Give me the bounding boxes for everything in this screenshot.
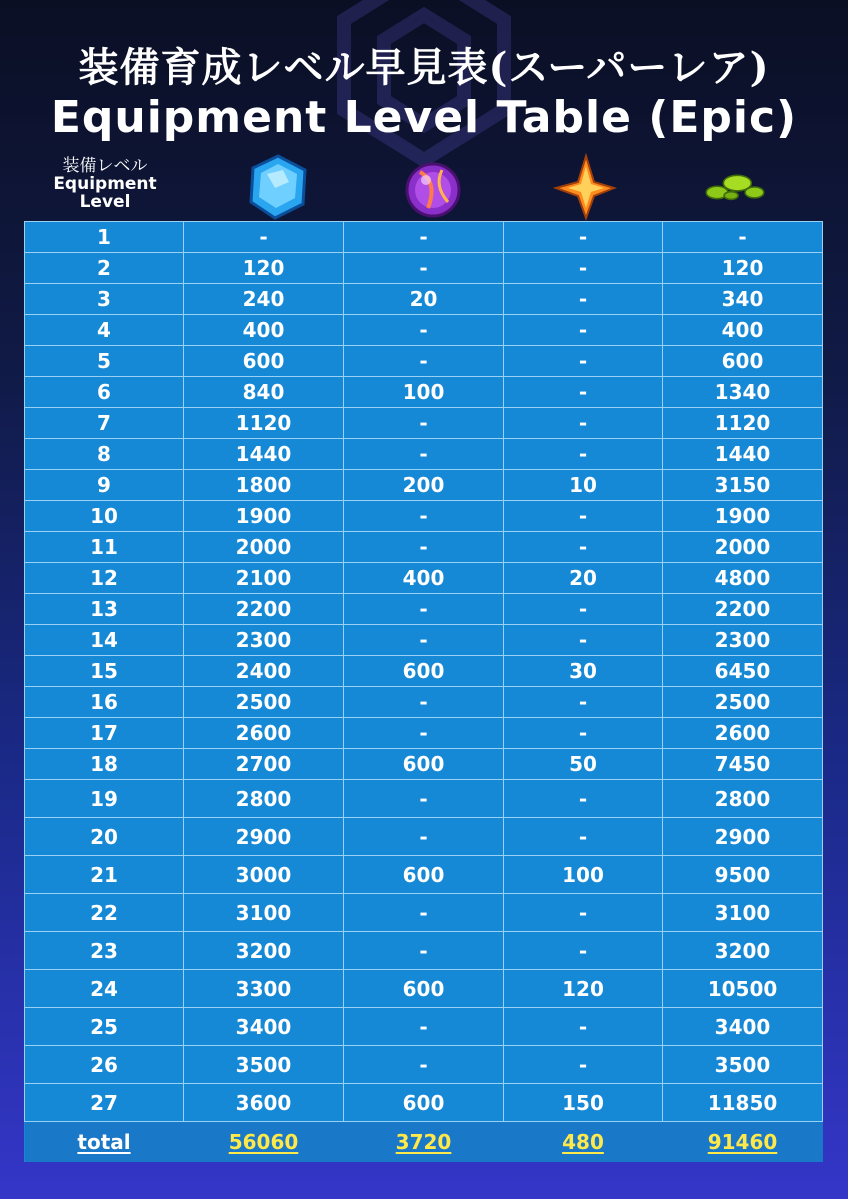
cell-level: 10: [25, 501, 184, 532]
table-row: [25, 625, 823, 656]
cell-ore: 1900: [663, 501, 823, 532]
purple-orb-icon: [398, 152, 468, 222]
page-title-jp: 装備育成レベル早見表(スーパーレア): [78, 44, 770, 91]
cell-gem: 400: [184, 315, 344, 346]
cell-shard: -: [504, 594, 663, 625]
table-row: [25, 818, 823, 856]
cell-ore: 1340: [663, 377, 823, 408]
total-orb: 3720: [344, 1122, 504, 1163]
total-ore: 91460: [663, 1122, 823, 1163]
cell-orb: 600: [344, 1084, 504, 1122]
table-row: [25, 970, 823, 1008]
cell-ore: -: [663, 222, 823, 253]
cell-gem: 120: [184, 253, 344, 284]
cell-orb: 600: [344, 970, 504, 1008]
cell-gem: 1120: [184, 408, 344, 439]
star-shard-icon: [548, 152, 618, 222]
cell-orb: 600: [344, 656, 504, 687]
cell-orb: -: [344, 1008, 504, 1046]
cell-ore: 400: [663, 315, 823, 346]
cell-shard: -: [504, 377, 663, 408]
cell-orb: -: [344, 1046, 504, 1084]
table-row: [25, 563, 823, 594]
cell-shard: -: [504, 408, 663, 439]
cell-shard: 100: [504, 856, 663, 894]
cell-shard: 50: [504, 749, 663, 780]
cell-gem: 1800: [184, 470, 344, 501]
cell-gem: 1900: [184, 501, 344, 532]
cell-orb: 20: [344, 284, 504, 315]
cell-gem: 2500: [184, 687, 344, 718]
cell-level: 5: [25, 346, 184, 377]
cell-level: 25: [25, 1008, 184, 1046]
cell-orb: -: [344, 894, 504, 932]
table-row: [25, 780, 823, 818]
cell-orb: -: [344, 315, 504, 346]
cell-gem: 2000: [184, 532, 344, 563]
cell-orb: -: [344, 718, 504, 749]
cell-shard: -: [504, 1008, 663, 1046]
cell-ore: 7450: [663, 749, 823, 780]
cell-level: 1: [25, 222, 184, 253]
cell-ore: 11850: [663, 1084, 823, 1122]
table-row: [25, 594, 823, 625]
cell-orb: 600: [344, 749, 504, 780]
cell-level: 3: [25, 284, 184, 315]
green-ore-icon: [700, 152, 770, 222]
cell-orb: -: [344, 253, 504, 284]
table-row: [25, 749, 823, 780]
cell-orb: -: [344, 439, 504, 470]
cell-orb: -: [344, 625, 504, 656]
cell-ore: 2800: [663, 780, 823, 818]
header-label-jp: 装備レベル: [62, 156, 148, 176]
table-row: [25, 470, 823, 501]
table-row: [25, 377, 823, 408]
cell-gem: 3400: [184, 1008, 344, 1046]
equipment-level-header: [40, 158, 170, 212]
table-row: [25, 439, 823, 470]
table-row: [25, 501, 823, 532]
cell-ore: 2300: [663, 625, 823, 656]
cell-gem: -: [184, 222, 344, 253]
cell-gem: 2400: [184, 656, 344, 687]
cell-level: 13: [25, 594, 184, 625]
cell-ore: 3500: [663, 1046, 823, 1084]
cell-orb: -: [344, 532, 504, 563]
cell-orb: -: [344, 346, 504, 377]
cell-gem: 2100: [184, 563, 344, 594]
cell-orb: -: [344, 222, 504, 253]
cell-orb: -: [344, 594, 504, 625]
cell-gem: 2300: [184, 625, 344, 656]
cell-shard: -: [504, 532, 663, 563]
cell-shard: -: [504, 932, 663, 970]
cell-level: 18: [25, 749, 184, 780]
cell-orb: -: [344, 780, 504, 818]
cell-level: 21: [25, 856, 184, 894]
table-row: [25, 253, 823, 284]
table-row: [25, 1046, 823, 1084]
cell-orb: 400: [344, 563, 504, 594]
cell-gem: 2900: [184, 818, 344, 856]
cell-gem: 240: [184, 284, 344, 315]
cell-ore: 1120: [663, 408, 823, 439]
cell-ore: 3150: [663, 470, 823, 501]
cell-ore: 2200: [663, 594, 823, 625]
table-row: [25, 284, 823, 315]
cell-gem: 3600: [184, 1084, 344, 1122]
equipment-level-table: [24, 221, 823, 1162]
cell-gem: 3000: [184, 856, 344, 894]
table-row: [25, 1084, 823, 1122]
cell-shard: -: [504, 780, 663, 818]
cell-orb: -: [344, 687, 504, 718]
cell-shard: -: [504, 894, 663, 932]
header-label-en-2: Level: [79, 191, 131, 212]
total-label: total: [25, 1122, 184, 1163]
table-row: [25, 532, 823, 563]
cell-orb: -: [344, 408, 504, 439]
cell-gem: 2700: [184, 749, 344, 780]
cell-shard: 120: [504, 970, 663, 1008]
cell-ore: 1440: [663, 439, 823, 470]
cell-level: 19: [25, 780, 184, 818]
cell-shard: -: [504, 625, 663, 656]
cell-gem: 2600: [184, 718, 344, 749]
table-row: [25, 1008, 823, 1046]
cell-level: 8: [25, 439, 184, 470]
cell-orb: -: [344, 818, 504, 856]
table-row: [25, 687, 823, 718]
table-row: [25, 932, 823, 970]
cell-ore: 2900: [663, 818, 823, 856]
cell-shard: 10: [504, 470, 663, 501]
cell-level: 22: [25, 894, 184, 932]
cell-gem: 840: [184, 377, 344, 408]
cell-gem: 3200: [184, 932, 344, 970]
cell-gem: 3500: [184, 1046, 344, 1084]
table-row: [25, 346, 823, 377]
cell-shard: -: [504, 315, 663, 346]
cell-ore: 120: [663, 253, 823, 284]
cell-level: 17: [25, 718, 184, 749]
cell-shard: -: [504, 501, 663, 532]
cell-shard: -: [504, 439, 663, 470]
cell-ore: 3100: [663, 894, 823, 932]
cell-gem: 2200: [184, 594, 344, 625]
cell-shard: -: [504, 718, 663, 749]
table-row: [25, 656, 823, 687]
cell-level: 2: [25, 253, 184, 284]
table-row: [25, 894, 823, 932]
cell-gem: 2800: [184, 780, 344, 818]
cell-ore: 3400: [663, 1008, 823, 1046]
cell-ore: 6450: [663, 656, 823, 687]
cell-ore: 2600: [663, 718, 823, 749]
cell-orb: -: [344, 501, 504, 532]
cell-gem: 1440: [184, 439, 344, 470]
cell-level: 14: [25, 625, 184, 656]
cell-level: 23: [25, 932, 184, 970]
cell-shard: 30: [504, 656, 663, 687]
table-row: [25, 408, 823, 439]
cell-level: 12: [25, 563, 184, 594]
cell-level: 11: [25, 532, 184, 563]
cell-level: 27: [25, 1084, 184, 1122]
cell-level: 4: [25, 315, 184, 346]
cell-gem: 3300: [184, 970, 344, 1008]
cell-ore: 600: [663, 346, 823, 377]
cell-shard: 150: [504, 1084, 663, 1122]
page-title-en: Equipment Level Table (Epic): [50, 92, 798, 143]
cell-gem: 3100: [184, 894, 344, 932]
cell-level: 9: [25, 470, 184, 501]
blue-gem-icon: [243, 152, 313, 222]
cell-level: 7: [25, 408, 184, 439]
header-label-en-1: Equipment: [53, 173, 157, 194]
cell-ore: 4800: [663, 563, 823, 594]
cell-shard: 20: [504, 563, 663, 594]
cell-ore: 10500: [663, 970, 823, 1008]
cell-shard: -: [504, 1046, 663, 1084]
cell-orb: 100: [344, 377, 504, 408]
total-gem: 56060: [184, 1122, 344, 1163]
cell-ore: 340: [663, 284, 823, 315]
cell-level: 16: [25, 687, 184, 718]
cell-level: 15: [25, 656, 184, 687]
cell-level: 20: [25, 818, 184, 856]
table-row: [25, 718, 823, 749]
table-row: [25, 315, 823, 346]
cell-shard: -: [504, 346, 663, 377]
cell-ore: 2000: [663, 532, 823, 563]
cell-shard: -: [504, 687, 663, 718]
cell-orb: -: [344, 932, 504, 970]
cell-orb: 600: [344, 856, 504, 894]
table-row: [25, 222, 823, 253]
cell-ore: 3200: [663, 932, 823, 970]
total-shard: 480: [504, 1122, 663, 1163]
cell-shard: -: [504, 818, 663, 856]
table-row: [25, 856, 823, 894]
cell-shard: -: [504, 284, 663, 315]
cell-shard: -: [504, 222, 663, 253]
total-row: [25, 1122, 823, 1163]
cell-ore: 2500: [663, 687, 823, 718]
cell-gem: 600: [184, 346, 344, 377]
cell-level: 24: [25, 970, 184, 1008]
cell-shard: -: [504, 253, 663, 284]
cell-orb: 200: [344, 470, 504, 501]
cell-level: 26: [25, 1046, 184, 1084]
cell-level: 6: [25, 377, 184, 408]
cell-ore: 9500: [663, 856, 823, 894]
